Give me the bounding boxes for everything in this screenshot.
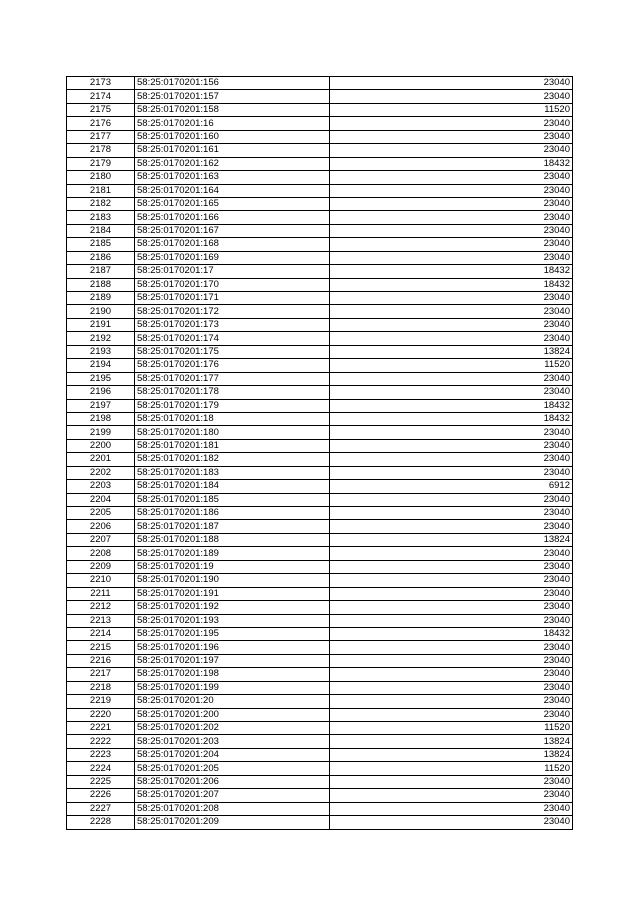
cadastral-number-cell: 58:25:0170201:185 bbox=[135, 493, 330, 506]
row-number-cell: 2186 bbox=[67, 251, 135, 264]
cadastral-number-cell: 58:25:0170201:177 bbox=[135, 372, 330, 385]
cadastral-number-cell: 58:25:0170201:172 bbox=[135, 305, 330, 318]
value-cell: 23040 bbox=[330, 238, 573, 251]
row-number-cell: 2192 bbox=[67, 332, 135, 345]
cadastral-number-cell: 58:25:0170201:188 bbox=[135, 533, 330, 546]
row-number-cell: 2191 bbox=[67, 318, 135, 331]
cadastral-number-cell: 58:25:0170201:204 bbox=[135, 748, 330, 761]
row-number-cell: 2189 bbox=[67, 292, 135, 305]
data-table bbox=[66, 76, 573, 830]
row-number-cell: 2190 bbox=[67, 305, 135, 318]
value-cell: 23040 bbox=[330, 466, 573, 479]
cadastral-number-cell: 58:25:0170201:160 bbox=[135, 130, 330, 143]
table-row bbox=[67, 292, 573, 305]
value-cell: 23040 bbox=[330, 507, 573, 520]
value-cell: 23040 bbox=[330, 90, 573, 103]
row-number-cell: 2215 bbox=[67, 641, 135, 654]
table-row bbox=[67, 412, 573, 425]
row-number-cell: 2216 bbox=[67, 654, 135, 667]
cadastral-number-cell: 58:25:0170201:165 bbox=[135, 197, 330, 210]
value-cell: 23040 bbox=[330, 668, 573, 681]
table-row bbox=[67, 601, 573, 614]
table-row bbox=[67, 453, 573, 466]
table-row bbox=[67, 708, 573, 721]
value-cell: 23040 bbox=[330, 708, 573, 721]
cadastral-number-cell: 58:25:0170201:16 bbox=[135, 117, 330, 130]
row-number-cell: 2199 bbox=[67, 426, 135, 439]
cadastral-number-cell: 58:25:0170201:167 bbox=[135, 224, 330, 237]
table-row bbox=[67, 117, 573, 130]
value-cell: 18432 bbox=[330, 265, 573, 278]
value-cell: 23040 bbox=[330, 372, 573, 385]
table-row bbox=[67, 560, 573, 573]
value-cell: 23040 bbox=[330, 641, 573, 654]
table-row bbox=[67, 90, 573, 103]
table-row bbox=[67, 77, 573, 90]
table-row bbox=[67, 520, 573, 533]
value-cell: 23040 bbox=[330, 171, 573, 184]
row-number-cell: 2179 bbox=[67, 157, 135, 170]
value-cell: 11520 bbox=[330, 762, 573, 775]
row-number-cell: 2183 bbox=[67, 211, 135, 224]
table-body bbox=[67, 77, 573, 830]
value-cell: 23040 bbox=[330, 305, 573, 318]
value-cell: 23040 bbox=[330, 816, 573, 829]
table-row bbox=[67, 507, 573, 520]
cadastral-number-cell: 58:25:0170201:191 bbox=[135, 587, 330, 600]
value-cell: 23040 bbox=[330, 332, 573, 345]
value-cell: 23040 bbox=[330, 695, 573, 708]
cadastral-number-cell: 58:25:0170201:173 bbox=[135, 318, 330, 331]
value-cell: 18432 bbox=[330, 399, 573, 412]
table-row bbox=[67, 748, 573, 761]
table-row bbox=[67, 305, 573, 318]
table-row bbox=[67, 654, 573, 667]
value-cell: 23040 bbox=[330, 560, 573, 573]
row-number-cell: 2188 bbox=[67, 278, 135, 291]
cadastral-number-cell: 58:25:0170201:189 bbox=[135, 547, 330, 560]
table-row bbox=[67, 171, 573, 184]
value-cell: 23040 bbox=[330, 426, 573, 439]
cadastral-number-cell: 58:25:0170201:161 bbox=[135, 144, 330, 157]
row-number-cell: 2218 bbox=[67, 681, 135, 694]
cadastral-number-cell: 58:25:0170201:197 bbox=[135, 654, 330, 667]
cadastral-number-cell: 58:25:0170201:17 bbox=[135, 265, 330, 278]
cadastral-number-cell: 58:25:0170201:193 bbox=[135, 614, 330, 627]
row-number-cell: 2174 bbox=[67, 90, 135, 103]
table-row bbox=[67, 251, 573, 264]
cadastral-number-cell: 58:25:0170201:164 bbox=[135, 184, 330, 197]
cadastral-number-cell: 58:25:0170201:181 bbox=[135, 439, 330, 452]
table-row bbox=[67, 493, 573, 506]
row-number-cell: 2201 bbox=[67, 453, 135, 466]
row-number-cell: 2203 bbox=[67, 480, 135, 493]
cadastral-number-cell: 58:25:0170201:186 bbox=[135, 507, 330, 520]
row-number-cell: 2221 bbox=[67, 722, 135, 735]
table-row bbox=[67, 762, 573, 775]
table-row bbox=[67, 345, 573, 358]
table-row bbox=[67, 533, 573, 546]
table-row bbox=[67, 802, 573, 815]
row-number-cell: 2180 bbox=[67, 171, 135, 184]
value-cell: 23040 bbox=[330, 386, 573, 399]
table-row bbox=[67, 386, 573, 399]
cadastral-number-cell: 58:25:0170201:171 bbox=[135, 292, 330, 305]
table-row bbox=[67, 722, 573, 735]
value-cell: 23040 bbox=[330, 117, 573, 130]
table-row bbox=[67, 144, 573, 157]
value-cell: 23040 bbox=[330, 681, 573, 694]
cadastral-number-cell: 58:25:0170201:187 bbox=[135, 520, 330, 533]
row-number-cell: 2181 bbox=[67, 184, 135, 197]
cadastral-number-cell: 58:25:0170201:163 bbox=[135, 171, 330, 184]
cadastral-number-cell: 58:25:0170201:199 bbox=[135, 681, 330, 694]
value-cell: 13824 bbox=[330, 735, 573, 748]
cadastral-number-cell: 58:25:0170201:20 bbox=[135, 695, 330, 708]
value-cell: 23040 bbox=[330, 587, 573, 600]
value-cell: 18432 bbox=[330, 412, 573, 425]
table-row bbox=[67, 735, 573, 748]
value-cell: 11520 bbox=[330, 722, 573, 735]
row-number-cell: 2206 bbox=[67, 520, 135, 533]
cadastral-number-cell: 58:25:0170201:156 bbox=[135, 77, 330, 90]
cadastral-number-cell: 58:25:0170201:182 bbox=[135, 453, 330, 466]
table-row bbox=[67, 775, 573, 788]
row-number-cell: 2223 bbox=[67, 748, 135, 761]
row-number-cell: 2178 bbox=[67, 144, 135, 157]
cadastral-number-cell: 58:25:0170201:205 bbox=[135, 762, 330, 775]
value-cell: 23040 bbox=[330, 520, 573, 533]
cadastral-number-cell: 58:25:0170201:179 bbox=[135, 399, 330, 412]
row-number-cell: 2204 bbox=[67, 493, 135, 506]
cadastral-number-cell: 58:25:0170201:169 bbox=[135, 251, 330, 264]
row-number-cell: 2224 bbox=[67, 762, 135, 775]
value-cell: 13824 bbox=[330, 345, 573, 358]
table-row bbox=[67, 265, 573, 278]
cadastral-number-cell: 58:25:0170201:184 bbox=[135, 480, 330, 493]
table-row bbox=[67, 614, 573, 627]
table-row bbox=[67, 278, 573, 291]
cadastral-number-cell: 58:25:0170201:203 bbox=[135, 735, 330, 748]
table-row bbox=[67, 157, 573, 170]
cadastral-number-cell: 58:25:0170201:174 bbox=[135, 332, 330, 345]
value-cell: 23040 bbox=[330, 574, 573, 587]
cadastral-number-cell: 58:25:0170201:18 bbox=[135, 412, 330, 425]
row-number-cell: 2212 bbox=[67, 601, 135, 614]
row-number-cell: 2185 bbox=[67, 238, 135, 251]
table-row bbox=[67, 627, 573, 640]
row-number-cell: 2197 bbox=[67, 399, 135, 412]
cadastral-number-cell: 58:25:0170201:176 bbox=[135, 359, 330, 372]
cadastral-number-cell: 58:25:0170201:162 bbox=[135, 157, 330, 170]
row-number-cell: 2209 bbox=[67, 560, 135, 573]
row-number-cell: 2219 bbox=[67, 695, 135, 708]
row-number-cell: 2194 bbox=[67, 359, 135, 372]
row-number-cell: 2213 bbox=[67, 614, 135, 627]
row-number-cell: 2217 bbox=[67, 668, 135, 681]
row-number-cell: 2193 bbox=[67, 345, 135, 358]
cadastral-number-cell: 58:25:0170201:168 bbox=[135, 238, 330, 251]
cadastral-number-cell: 58:25:0170201:157 bbox=[135, 90, 330, 103]
table-row bbox=[67, 211, 573, 224]
value-cell: 23040 bbox=[330, 453, 573, 466]
table-row bbox=[67, 466, 573, 479]
row-number-cell: 2211 bbox=[67, 587, 135, 600]
table-row bbox=[67, 681, 573, 694]
cadastral-number-cell: 58:25:0170201:198 bbox=[135, 668, 330, 681]
row-number-cell: 2220 bbox=[67, 708, 135, 721]
value-cell: 23040 bbox=[330, 614, 573, 627]
table-row bbox=[67, 318, 573, 331]
value-cell: 11520 bbox=[330, 359, 573, 372]
cadastral-number-cell: 58:25:0170201:196 bbox=[135, 641, 330, 654]
table-row bbox=[67, 695, 573, 708]
cadastral-number-cell: 58:25:0170201:190 bbox=[135, 574, 330, 587]
value-cell: 23040 bbox=[330, 77, 573, 90]
cadastral-number-cell: 58:25:0170201:200 bbox=[135, 708, 330, 721]
table-row bbox=[67, 238, 573, 251]
value-cell: 23040 bbox=[330, 601, 573, 614]
table-row bbox=[67, 547, 573, 560]
table-row bbox=[67, 587, 573, 600]
value-cell: 23040 bbox=[330, 547, 573, 560]
value-cell: 23040 bbox=[330, 318, 573, 331]
row-number-cell: 2182 bbox=[67, 197, 135, 210]
table-row bbox=[67, 372, 573, 385]
cadastral-number-cell: 58:25:0170201:175 bbox=[135, 345, 330, 358]
value-cell: 23040 bbox=[330, 144, 573, 157]
value-cell: 13824 bbox=[330, 533, 573, 546]
cadastral-number-cell: 58:25:0170201:178 bbox=[135, 386, 330, 399]
cadastral-number-cell: 58:25:0170201:183 bbox=[135, 466, 330, 479]
value-cell: 23040 bbox=[330, 789, 573, 802]
value-cell: 23040 bbox=[330, 439, 573, 452]
value-cell: 23040 bbox=[330, 224, 573, 237]
cadastral-number-cell: 58:25:0170201:166 bbox=[135, 211, 330, 224]
row-number-cell: 2173 bbox=[67, 77, 135, 90]
cadastral-number-cell: 58:25:0170201:206 bbox=[135, 775, 330, 788]
value-cell: 23040 bbox=[330, 292, 573, 305]
cadastral-number-cell: 58:25:0170201:208 bbox=[135, 802, 330, 815]
value-cell: 23040 bbox=[330, 130, 573, 143]
value-cell: 6912 bbox=[330, 480, 573, 493]
row-number-cell: 2198 bbox=[67, 412, 135, 425]
row-number-cell: 2184 bbox=[67, 224, 135, 237]
table-row bbox=[67, 197, 573, 210]
row-number-cell: 2205 bbox=[67, 507, 135, 520]
row-number-cell: 2187 bbox=[67, 265, 135, 278]
cadastral-number-cell: 58:25:0170201:207 bbox=[135, 789, 330, 802]
table-row bbox=[67, 480, 573, 493]
value-cell: 13824 bbox=[330, 748, 573, 761]
table-row bbox=[67, 130, 573, 143]
table-row bbox=[67, 103, 573, 116]
table-row bbox=[67, 399, 573, 412]
value-cell: 23040 bbox=[330, 211, 573, 224]
cadastral-number-cell: 58:25:0170201:192 bbox=[135, 601, 330, 614]
table-row bbox=[67, 359, 573, 372]
row-number-cell: 2227 bbox=[67, 802, 135, 815]
row-number-cell: 2210 bbox=[67, 574, 135, 587]
row-number-cell: 2208 bbox=[67, 547, 135, 560]
table-row bbox=[67, 816, 573, 829]
row-number-cell: 2207 bbox=[67, 533, 135, 546]
row-number-cell: 2228 bbox=[67, 816, 135, 829]
value-cell: 18432 bbox=[330, 157, 573, 170]
table-row bbox=[67, 184, 573, 197]
value-cell: 11520 bbox=[330, 103, 573, 116]
value-cell: 23040 bbox=[330, 197, 573, 210]
row-number-cell: 2222 bbox=[67, 735, 135, 748]
value-cell: 23040 bbox=[330, 775, 573, 788]
value-cell: 23040 bbox=[330, 654, 573, 667]
table-row bbox=[67, 668, 573, 681]
cadastral-number-cell: 58:25:0170201:158 bbox=[135, 103, 330, 116]
value-cell: 18432 bbox=[330, 278, 573, 291]
value-cell: 23040 bbox=[330, 251, 573, 264]
cadastral-number-cell: 58:25:0170201:180 bbox=[135, 426, 330, 439]
row-number-cell: 2226 bbox=[67, 789, 135, 802]
value-cell: 23040 bbox=[330, 184, 573, 197]
cadastral-number-cell: 58:25:0170201:19 bbox=[135, 560, 330, 573]
row-number-cell: 2176 bbox=[67, 117, 135, 130]
table-row bbox=[67, 789, 573, 802]
cadastral-number-cell: 58:25:0170201:170 bbox=[135, 278, 330, 291]
cadastral-number-cell: 58:25:0170201:209 bbox=[135, 816, 330, 829]
table-row bbox=[67, 224, 573, 237]
row-number-cell: 2200 bbox=[67, 439, 135, 452]
row-number-cell: 2202 bbox=[67, 466, 135, 479]
row-number-cell: 2214 bbox=[67, 627, 135, 640]
value-cell: 23040 bbox=[330, 802, 573, 815]
row-number-cell: 2225 bbox=[67, 775, 135, 788]
row-number-cell: 2177 bbox=[67, 130, 135, 143]
cadastral-number-cell: 58:25:0170201:195 bbox=[135, 627, 330, 640]
table-row bbox=[67, 439, 573, 452]
value-cell: 18432 bbox=[330, 627, 573, 640]
value-cell: 23040 bbox=[330, 493, 573, 506]
cadastral-number-cell: 58:25:0170201:202 bbox=[135, 722, 330, 735]
table-row bbox=[67, 641, 573, 654]
table-row bbox=[67, 574, 573, 587]
row-number-cell: 2195 bbox=[67, 372, 135, 385]
row-number-cell: 2175 bbox=[67, 103, 135, 116]
table-row bbox=[67, 426, 573, 439]
row-number-cell: 2196 bbox=[67, 386, 135, 399]
table-row bbox=[67, 332, 573, 345]
